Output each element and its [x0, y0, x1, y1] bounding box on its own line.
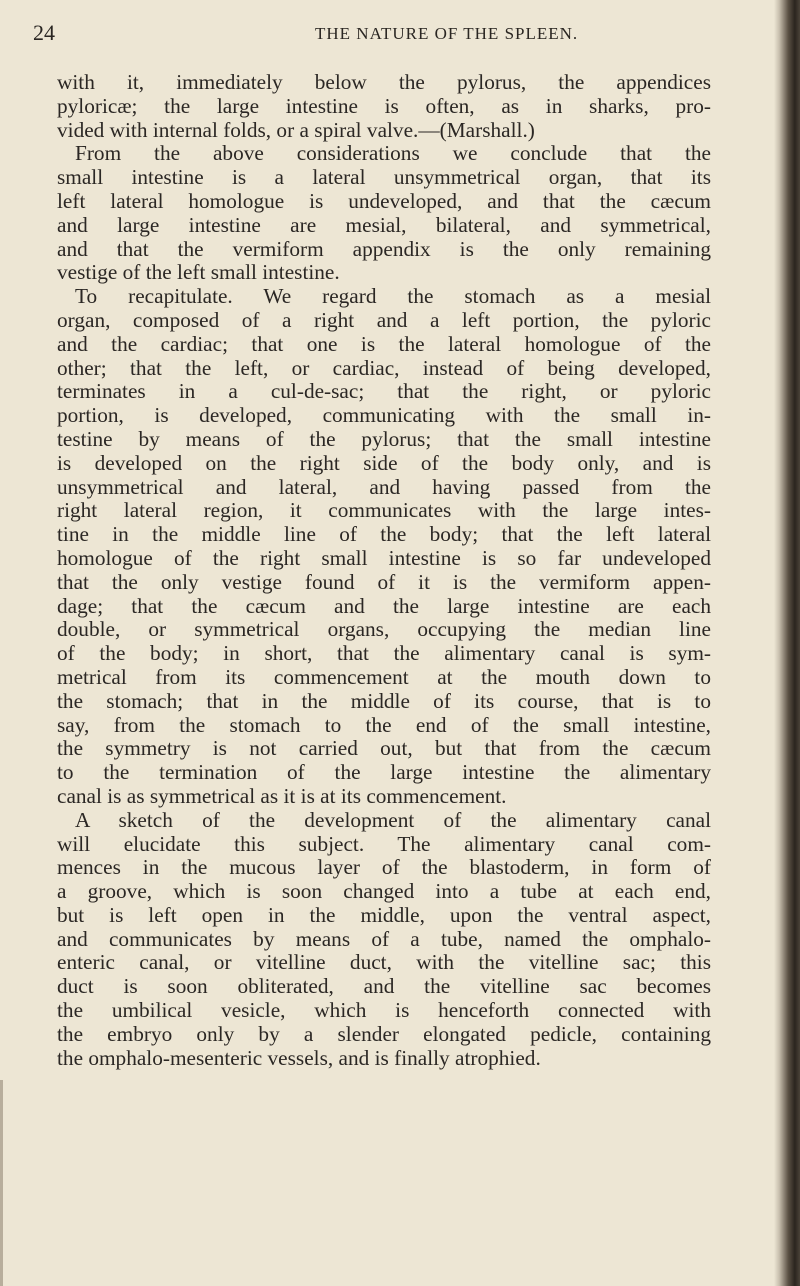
- text-line: and the cardiac; that one is the lateral homologue of the: [57, 331, 711, 356]
- text-line: a groove, which is soon changed into a tube at each end,: [57, 879, 711, 904]
- page-edge-shadow: [774, 0, 800, 1286]
- text-line: From the above considerations we conclude that the: [75, 141, 711, 166]
- page-number: 24: [33, 20, 55, 45]
- text-line: to the termination of the large intestine the alimentary: [57, 760, 711, 785]
- text-line: metrical from its commencement at the mouth down to: [57, 664, 711, 689]
- text-line: organ, composed of a right and a left portion, the pyloric: [57, 307, 711, 332]
- text-line: but is left open in the middle, upon the ventral aspect,: [57, 902, 711, 927]
- text-line: say, from the stomach to the end of the small intestine,: [57, 712, 711, 737]
- text-line: and that the vermiform appendix is the only remaining: [57, 236, 711, 261]
- text-line: of the body; in short, that the alimentary canal is sym-: [57, 641, 711, 666]
- text-line: pyloricæ; the large intestine is often, as in sharks, pro-: [57, 93, 711, 118]
- text-line: vided with internal folds, or a spiral valve.—(Marshall.): [57, 117, 535, 142]
- text-line: tine in the middle line of the body; that the left lateral: [57, 522, 711, 547]
- text-line: is developed on the right side of the body only, and is: [57, 450, 711, 475]
- text-line: and large intestine are mesial, bilateral, and symmetrical,: [57, 212, 711, 237]
- running-head: THE NATURE OF THE SPLEEN.: [315, 24, 579, 43]
- body-text: [57, 71, 711, 1070]
- text-line: dage; that the cæcum and the large intestine are each: [57, 593, 711, 618]
- text-line: homologue of the right small intestine is so far undeveloped: [57, 545, 711, 570]
- page-header: [33, 20, 733, 50]
- text-line: enteric canal, or vitelline duct, with the vitelline sac; this: [57, 950, 711, 975]
- text-line: small intestine is a lateral unsymmetrical organ, that its: [57, 165, 711, 190]
- text-line: the embryo only by a slender elongated pedicle, containing: [57, 1021, 711, 1046]
- page-gutter-mark: [0, 1080, 3, 1286]
- text-line: double, or symmetrical organs, occupying the median line: [57, 617, 711, 642]
- text-line: unsymmetrical and lateral, and having passed from the: [57, 474, 711, 499]
- text-line: the umbilical vesicle, which is henceforth connected with: [57, 998, 711, 1023]
- text-line: duct is soon obliterated, and the vitelline sac becomes: [57, 974, 711, 999]
- text-line: and communicates by means of a tube, named the omphalo-: [57, 926, 711, 951]
- text-line: canal is as symmetrical as it is at its commencement.: [57, 783, 507, 808]
- text-line: testine by means of the pylorus; that the small intestine: [57, 426, 711, 451]
- text-line: the symmetry is not carried out, but that from the cæcum: [57, 736, 711, 761]
- text-line: the stomach; that in the middle of its course, that is to: [57, 688, 711, 713]
- text-line: with it, immediately below the pylorus, the appendices: [57, 70, 711, 94]
- text-line: that the only vestige found of it is the vermiform appen-: [57, 569, 711, 594]
- text-line: the omphalo-mesenteric vessels, and is finally atrophied.: [57, 1045, 541, 1070]
- text-line: will elucidate this subject. The alimentary canal com-: [57, 831, 711, 856]
- text-line: other; that the left, or cardiac, instead of being developed,: [57, 355, 711, 380]
- text-line: To recapitulate. We regard the stomach as a mesial: [75, 284, 711, 309]
- text-line: left lateral homologue is undeveloped, and that the cæcum: [57, 188, 711, 213]
- text-line: portion, is developed, communicating with the small in-: [57, 403, 711, 428]
- text-line: terminates in a cul-de-sac; that the right, or pyloric: [57, 379, 711, 404]
- text-line: vestige of the left small intestine.: [57, 260, 340, 285]
- text-line: right lateral region, it communicates with the large intes-: [57, 498, 711, 523]
- text-line: A sketch of the development of the alimentary canal: [75, 807, 711, 832]
- text-line: mences in the mucous layer of the blastoderm, in form of: [57, 855, 711, 880]
